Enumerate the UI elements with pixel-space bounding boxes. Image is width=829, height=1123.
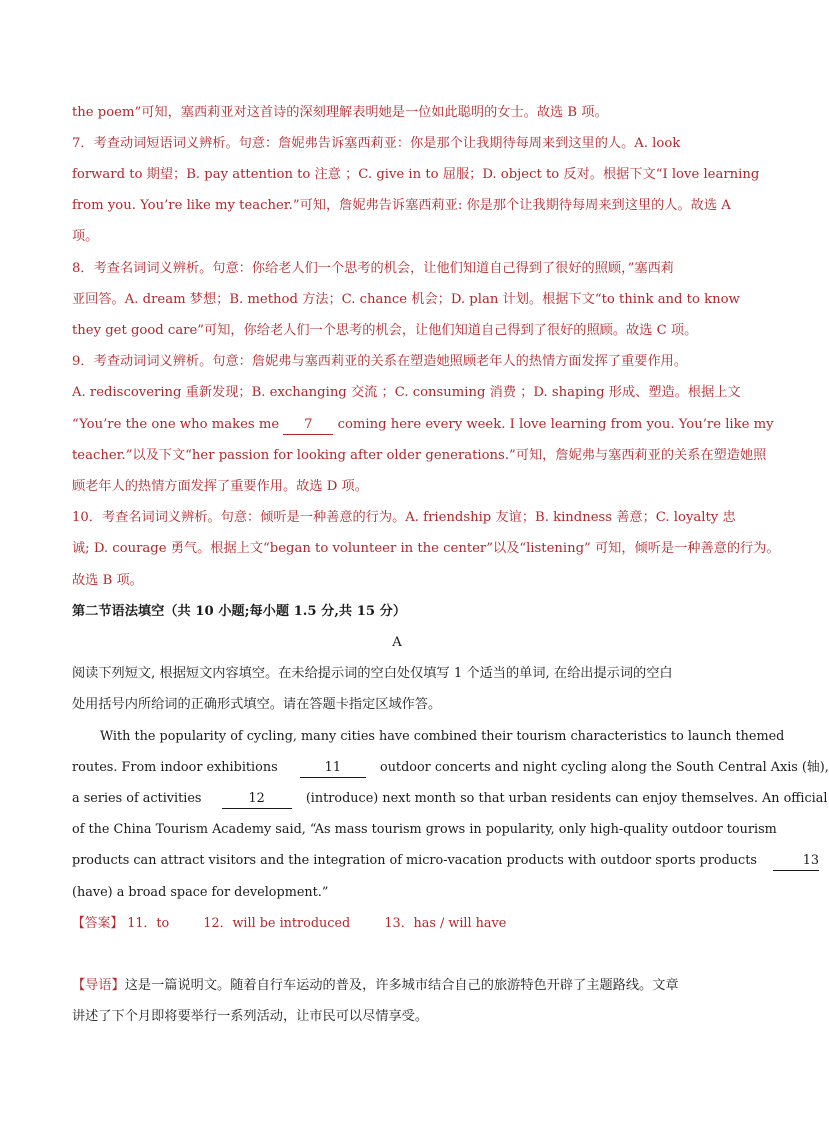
explanation-line: 故选 B 项。 [72, 573, 143, 588]
passage-text: (introduce) next month so that urban residents can enjoy themselves. An official [305, 791, 828, 806]
answer-12: 12．will be introduced [203, 916, 351, 931]
guide-line: 讲述了下个月即将要举行一系列活动，让市民可以尽情享受。 [72, 1009, 429, 1024]
answer-line [72, 915, 732, 933]
instruction-line: 处用括号内所给词的正确形式填空。请在答题卡指定区域作答。 [72, 697, 442, 712]
explanation-line: 诚; D. courage 勇气。根据上文“began to volunteer in the center”以及“listening” 可知，倾听是一种善意的行为。 [72, 541, 780, 556]
guide-text: 这是一篇说明文。随着自行车运动的普及，许多城市结合自己的旅游特色开辟了主题路线。文章 [124, 978, 679, 993]
passage-line: (have) a broad space for development.” [72, 885, 329, 900]
explanation-line: 10．考查名词词义辨析。句意：倾听是一种善意的行为。A. friendship 友谊；B. kindness 善意；C. loyalty 忠 [72, 510, 736, 525]
passage-text: a series of activities [72, 791, 202, 806]
explanation-line: 亚回答。A. dream 梦想；B. method 方法；C. chance 机会；D. plan 计划。根据下文“to think and to know [72, 292, 740, 307]
explanation-line: A. rediscovering 重新发现；B. exchanging 交流 ；C. consuming 消费 ；D. shaping 形成、塑造。根据上文 [72, 385, 741, 400]
explanation-line [72, 416, 774, 435]
guide-label: 【导语】 [72, 978, 125, 993]
explanation-line: 7．考查动词短语词义辨析。句意：詹妮弗告诉塞西莉亚：你是那个让我期待每周来到这里的人。A. look [72, 136, 681, 151]
passage-line [72, 790, 828, 809]
answer-11: 11．to [127, 916, 170, 931]
passage-line: With the popularity of cycling, many cities have combined their tourism characteristics to launch themed [100, 729, 785, 744]
passage-text: routes. From indoor exhibitions [72, 760, 278, 775]
passage-text: products can attract visitors and the integration of micro-vacation products with outdoor sports products [72, 853, 757, 868]
passage-line [72, 852, 820, 871]
answer-13: 13．has / will have [384, 916, 507, 931]
explanation-line: 项。 [72, 229, 99, 244]
answer-label: 【答案】 [72, 916, 124, 931]
instruction-line: 阅读下列短文, 根据短文内容填空。在未给提示词的空白处仅填写 1 个适当的单词, 在给出提示词的空白 [72, 666, 673, 681]
passage-text: outdoor concerts and night cycling along the South Central Axis (轴), [379, 760, 829, 775]
explanation-text: “You’re the one who makes me [72, 417, 280, 432]
explanation-line: 8．考查名词词义辨析。句意：你给老人们一个思考的机会，让他们知道自己得到了很好的照顾，”塞西莉 [72, 261, 674, 276]
explanation-line: 9．考查动词词义辨析。句意：詹妮弗与塞西莉亚的关系在塑造她照顾老年人的热情方面发挥了重要作用。 [72, 354, 688, 369]
passage-line [72, 759, 829, 778]
explanation-line: forward to 期望；B. pay attention to 注意 ；C. give in to 屈服；D. object to 反对。根据下文“I love learning [72, 167, 760, 182]
passage-line: of the China Tourism Academy said, “As mass tourism grows in popularity, only high-quality outdoor tourism [72, 822, 777, 837]
blank-13: 13 [773, 852, 819, 871]
guide-line [72, 977, 732, 995]
blank-7: 7 [283, 416, 333, 435]
explanation-text: coming here every week. I love learning from you. You’re like my [337, 417, 774, 432]
part-label: A [392, 635, 402, 650]
blank-12: 12 [222, 790, 292, 809]
explanation-line: they get good care”可知，你给老人们一个思考的机会，让他们知道自己得到了很好的照顾。故选 C 项。 [72, 323, 698, 338]
explanation-line: teacher.”以及下文“her passion for looking after older generations.”可知，詹妮弗与塞西莉亚的关系在塑造她照 [72, 448, 767, 463]
blank-11: 11 [300, 759, 366, 778]
section-heading: 第二节语法填空（共 10 小题;每小题 1.5 分,共 15 分） [72, 604, 407, 619]
explanation-line: the poem”可知，塞西莉亚对这首诗的深刻理解表明她是一位如此聪明的女士。故选 B 项。 [72, 105, 608, 120]
explanation-line: 顾老年人的热情方面发挥了重要作用。故选 D 项。 [72, 479, 368, 494]
explanation-line: from you. You’re like my teacher.”可知，詹妮弗告诉塞西莉亚: 你是那个让我期待每周来到这里的人。故选 A [72, 198, 731, 213]
